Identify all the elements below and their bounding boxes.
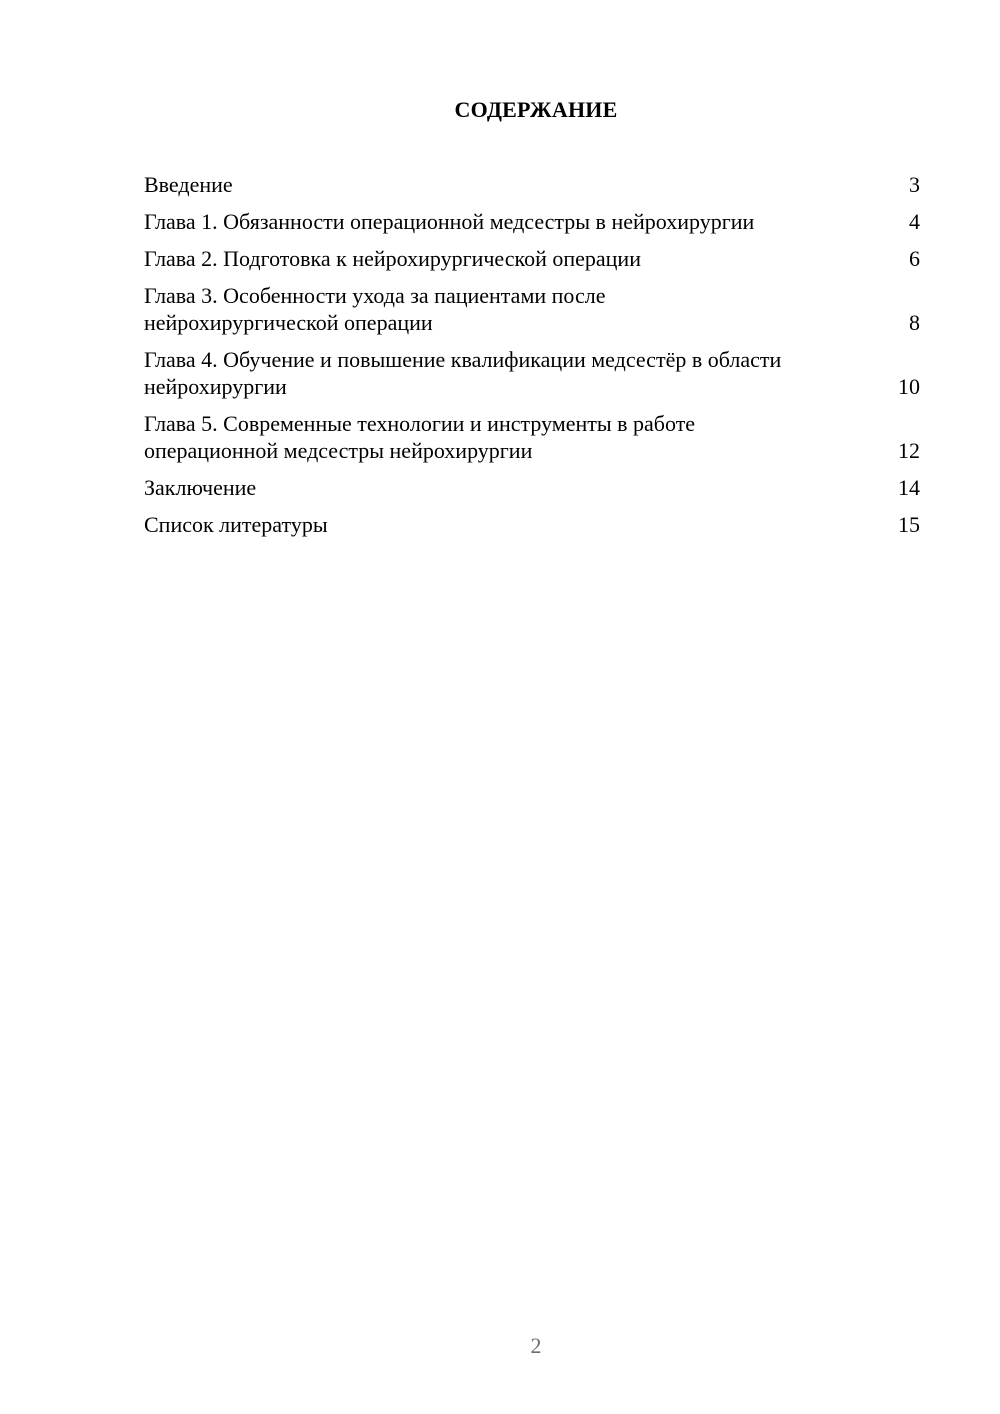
toc-entry-page: 10: [898, 374, 920, 399]
toc-entry-chapter-4: [144, 346, 920, 400]
toc-entry-page: 6: [909, 246, 920, 271]
toc-entry-page: 15: [898, 512, 920, 537]
toc-entry-text: Заключение: [144, 475, 257, 500]
toc-entry-conclusion: [144, 474, 920, 501]
toc-entry-page: 8: [909, 310, 920, 335]
toc-entry-text: Введение: [144, 172, 233, 197]
toc-title: СОДЕРЖАНИЕ: [454, 97, 618, 122]
page-number: 2: [530, 1333, 542, 1358]
toc-entry-text: Глава 3. Особенности ухода за пациентами после нейрохирургической операции: [144, 283, 606, 335]
toc-entry-text: Глава 2. Подготовка к нейрохирургической операции: [144, 246, 641, 271]
toc-entry-text: Список литературы: [144, 512, 328, 537]
toc-entry-page: 3: [909, 172, 920, 197]
toc-entry-chapter-5: [144, 410, 920, 464]
toc-entry-chapter-2: [144, 245, 920, 272]
toc-entry-chapter-3: [144, 282, 920, 336]
toc-entry-chapter-1: [144, 208, 920, 235]
toc-entry-page: 14: [898, 475, 920, 500]
toc-entry-page: 4: [909, 209, 920, 234]
toc-entry-text: Глава 1. Обязанности операционной медсестры в нейрохирургии: [144, 209, 755, 234]
toc-entry-page: 12: [898, 438, 920, 463]
toc-entry-references: [144, 511, 920, 538]
toc-entry-text: Глава 5. Современные технологии и инструменты в работе операционной медсестры нейрохирургии: [144, 411, 696, 463]
table-of-contents: [144, 171, 920, 548]
toc-entry-text: Глава 4. Обучение и повышение квалификации медсестёр в области нейрохирургии: [144, 347, 782, 399]
toc-entry-introduction: [144, 171, 920, 198]
